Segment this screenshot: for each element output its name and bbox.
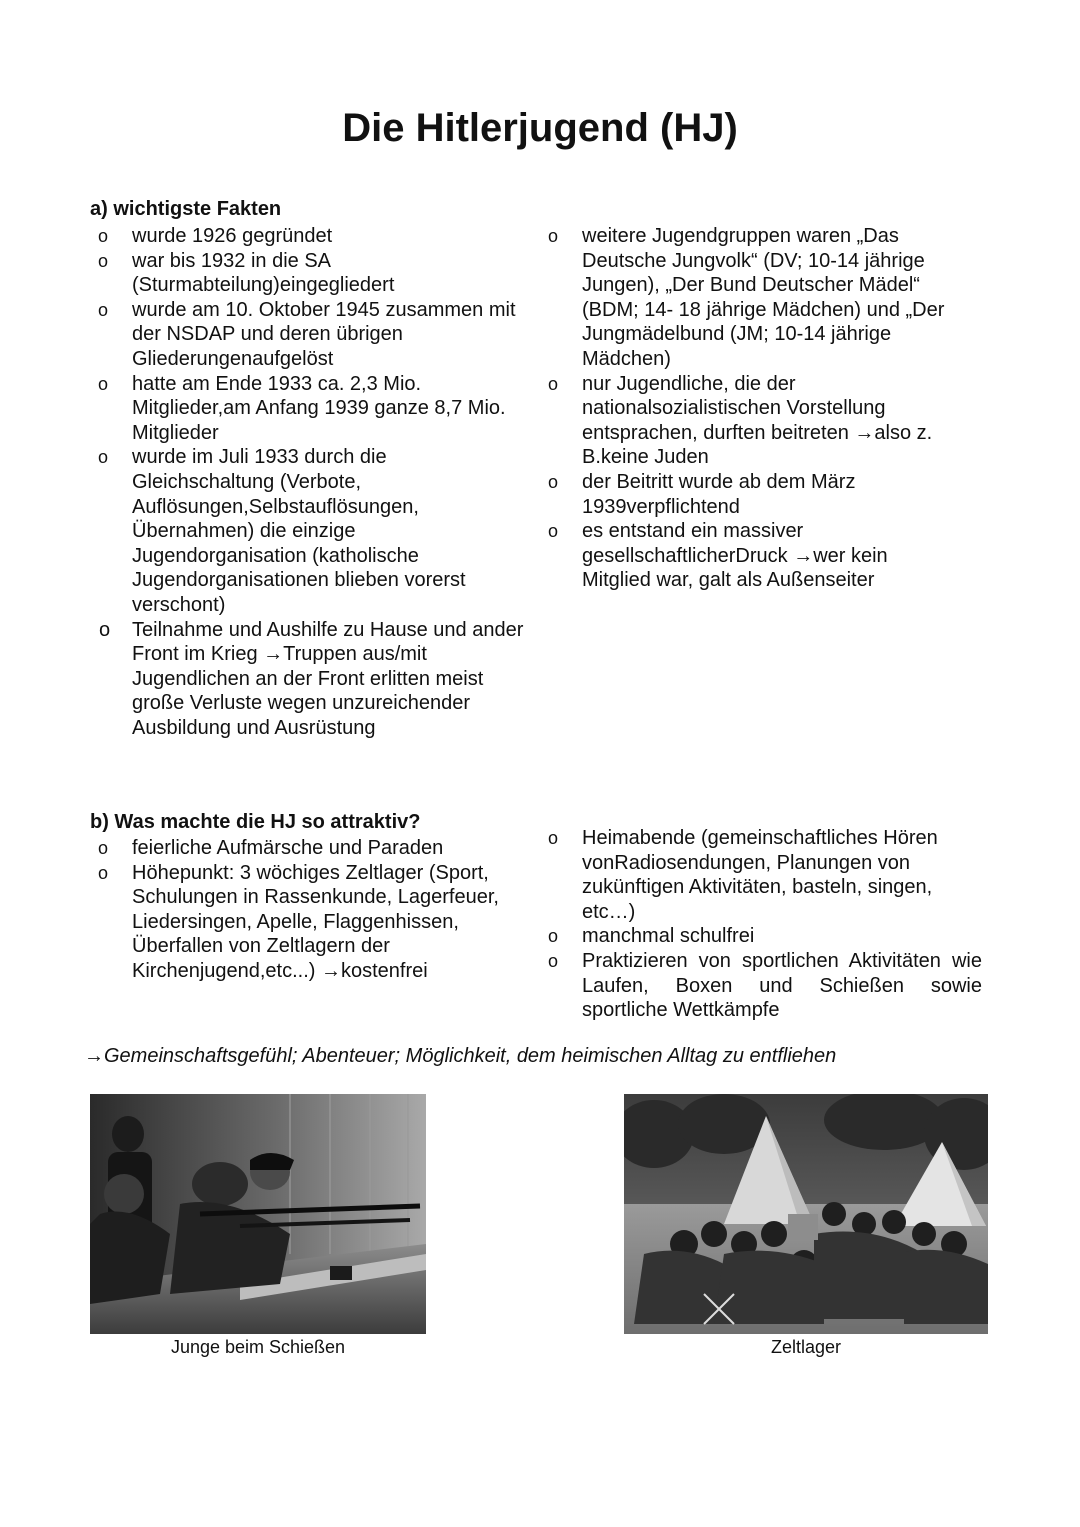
bullet-icon: o (548, 521, 559, 542)
bullet-icon: o (98, 862, 109, 883)
bullet-icon: o (99, 618, 111, 641)
list-item: o wurde 1926 gegründet (98, 225, 333, 247)
section-a-left-list (90, 224, 530, 740)
list-item: o manchmal schulfrei (548, 925, 755, 948)
bullet-icon: o (98, 373, 109, 394)
shooting-photo (90, 1094, 426, 1334)
camp-photo (624, 1094, 988, 1334)
conclusion-text: →Gemeinschaftsgefühl; Abenteuer; Möglichkeit, dem heimischen Alltag zu entfliehen (84, 1045, 837, 1067)
bullet-icon: o (98, 299, 109, 320)
bullet-icon: o (548, 226, 559, 246)
list-item: o Teilnahme und Aushilfe zu Hause und ander Front im Krieg →Truppen aus/mit Jugendlichen an der Front erlitten meist große Verluste wegen unzureichender Ausbildung und Ausrüstung (99, 618, 524, 739)
list-item: o wurde am 10. Oktober 1945 zusammen mit der NSDAP und deren übrigen Gliederungenaufgelöst (98, 298, 516, 370)
list-item: o der Beitritt wurde ab dem März 1939verpflichtend (548, 470, 856, 518)
list-item: o Höhepunkt: 3 wöchiges Zeltlager (Sport, Schulungen in Rassenkunde, Lagerfeuer, Liedersingen, Apelle, Flaggenhissen, Überfallen von Zeltlagern der Kirchenjugend,etc...) →kostenfrei (98, 861, 499, 982)
camp-photo-caption: Zeltlager (770, 1337, 842, 1357)
bullet-icon: o (98, 447, 109, 468)
list-item: o weitere Jugendgruppen waren „Das Deutsche Jungvolk“ (DV; 10-14 jährige Jungen), „Der Bund Deutscher Mädel“ (BDM; 14- 18 jährige Mädchen) und „Der Jungmädelbund (JM; 10-14 jährige Mädchen) (548, 225, 945, 370)
list-item: o hatte am Ende 1933 ca. 2,3 Mio. Mitglieder,am Anfang 1939 ganze 8,7 Mio. Mitglieder (98, 372, 506, 444)
bullet-icon: o (548, 828, 559, 848)
bullet-icon: o (548, 373, 559, 394)
bullet-icon: o (98, 226, 109, 246)
bullet-icon: o (98, 250, 109, 271)
section-a-right-list (540, 224, 950, 593)
shooting-photo-caption: Junge beim Schießen (170, 1337, 346, 1357)
list-item: o wurde im Juli 1933 durch die Gleichschaltung (Verbote, Auflösungen,Selbstauflösungen, Übernahmen) die einzige Jugendorganisation (katholische Jugendorganisationen blieben vorerst verschont) (98, 446, 466, 616)
section-a-heading: a) wichtigste Fakten (90, 198, 282, 220)
list-item: o es entstand ein massiver gesellschaftlicherDruck →wer kein Mitglied war, galt als Außenseiter (548, 520, 888, 592)
page-title: Die Hitlerjugend (HJ) (342, 106, 738, 150)
list-item: o Heimabende (gemeinschaftliches Hören vonRadiosendungen, Planungen von zukünftigen Aktivitäten, basteln, singen, etc…) (548, 827, 938, 923)
list-item: o war bis 1932 in die SA (Sturmabteilung)eingegliedert (98, 249, 395, 297)
list-item: o Praktizieren von sportlichen Aktivitäten wie Laufen, Boxen und Schießen sowie sportliche Wettkämpfe (548, 949, 982, 1022)
section-b-heading: b) Was machte die HJ so attraktiv? (90, 811, 421, 833)
bullet-icon: o (548, 950, 559, 971)
list-item: o nur Jugendliche, die der nationalsozialistischen Vorstellung entsprachen, durften beitreten →also z. B.keine Juden (548, 372, 933, 469)
bullet-icon: o (548, 471, 559, 492)
bullet-icon: o (548, 926, 559, 947)
list-item: o feierliche Aufmärsche und Paraden (98, 837, 444, 859)
bullet-icon: o (98, 838, 109, 858)
section-b-right-list (540, 826, 982, 1023)
section-b-left-list (90, 836, 530, 984)
